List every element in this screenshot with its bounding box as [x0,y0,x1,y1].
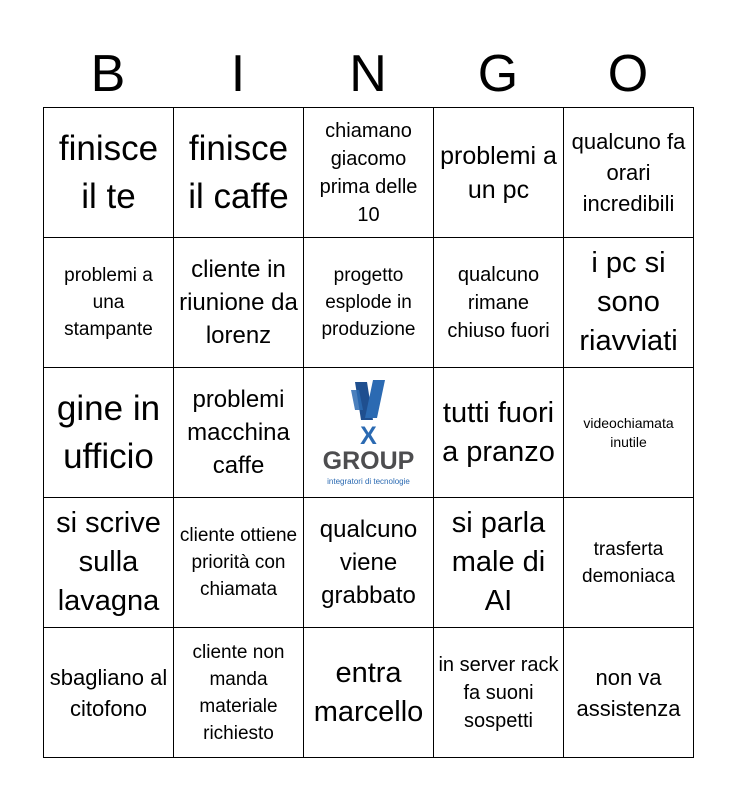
free-space-cell[interactable] [304,368,434,498]
cell-text: si parla male di AI [451,507,546,617]
bingo-cell[interactable] [564,108,694,238]
bingo-cell[interactable] [564,498,694,628]
header-letter-o: O [607,45,649,103]
bingo-cell[interactable] [174,108,304,238]
bingo-cell[interactable] [564,628,694,758]
header-letter-i: I [230,45,246,103]
bingo-cell[interactable] [434,238,564,368]
bingo-cell[interactable] [434,108,564,238]
cell-text: in server rack fa suoni sospetti [438,653,559,732]
bingo-cell[interactable] [304,628,434,758]
cell-text: gine in ufficio [56,388,161,476]
bingo-cell[interactable] [44,238,174,368]
bingo-cell[interactable] [564,238,694,368]
cell-text: entra marcello [313,656,424,728]
bingo-cell[interactable] [174,238,304,368]
cell-text: problemi macchina caffe [187,386,290,479]
cell-text: i pc si sono riavviati [579,247,678,357]
cell-text: qualcuno rimane chiuso fuori [447,263,550,342]
logo-tagline: integratori di tecnologie [327,476,410,486]
bingo-cell[interactable] [304,498,434,628]
xgroup-wordmark [322,421,415,475]
xgroup-logo [323,380,415,486]
cell-text: finisce il te [58,128,159,216]
cell-text: cliente in riunione da lorenz [179,256,298,349]
logo-word-group: GROUP [322,446,415,475]
bingo-cell[interactable] [44,498,174,628]
bingo-header [43,40,693,108]
bingo-cell[interactable] [174,628,304,758]
cell-text: si scrive sulla lavagna [56,507,161,617]
bingo-cell[interactable] [304,108,434,238]
cell-text: qualcuno viene grabbato [319,516,418,609]
cell-text: tutti fuori a pranzo [442,396,555,468]
cell-text: problemi a un pc [440,141,557,204]
bingo-cell[interactable] [44,628,174,758]
logo-letter-x: X [360,421,377,450]
cell-text: videochiamata inutile [583,414,674,450]
cell-text: problemi a una stampante [64,265,153,340]
bingo-cell[interactable] [44,368,174,498]
bingo-cell[interactable] [564,368,694,498]
header-letter-g: G [477,45,519,103]
bingo-cell[interactable] [174,368,304,498]
cell-text: sbagliano al citofono [49,664,168,721]
cell-text: trasferta demoniaca [582,538,675,587]
cell-text: cliente non manda materiale richiesto [192,641,285,744]
bingo-cell[interactable] [174,498,304,628]
header-letter-n: N [349,45,387,103]
header-letter-b: B [90,45,126,103]
bingo-cell[interactable] [434,498,564,628]
xgroup-mark-icon [349,380,389,422]
cell-text: chiamano giacomo prima delle 10 [319,119,418,226]
cell-text: progetto esplode in produzione [321,265,416,340]
bingo-cell[interactable] [44,108,174,238]
cell-text: non va assistenza [576,664,681,721]
bingo-cell[interactable] [434,628,564,758]
cell-text: finisce il caffe [188,128,289,216]
cell-text: cliente ottiene priorità con chiamata [179,525,298,600]
bingo-card [43,107,694,758]
bingo-cell[interactable] [304,238,434,368]
cell-text: qualcuno fa orari incredibili [571,129,686,216]
bingo-cell[interactable] [434,368,564,498]
